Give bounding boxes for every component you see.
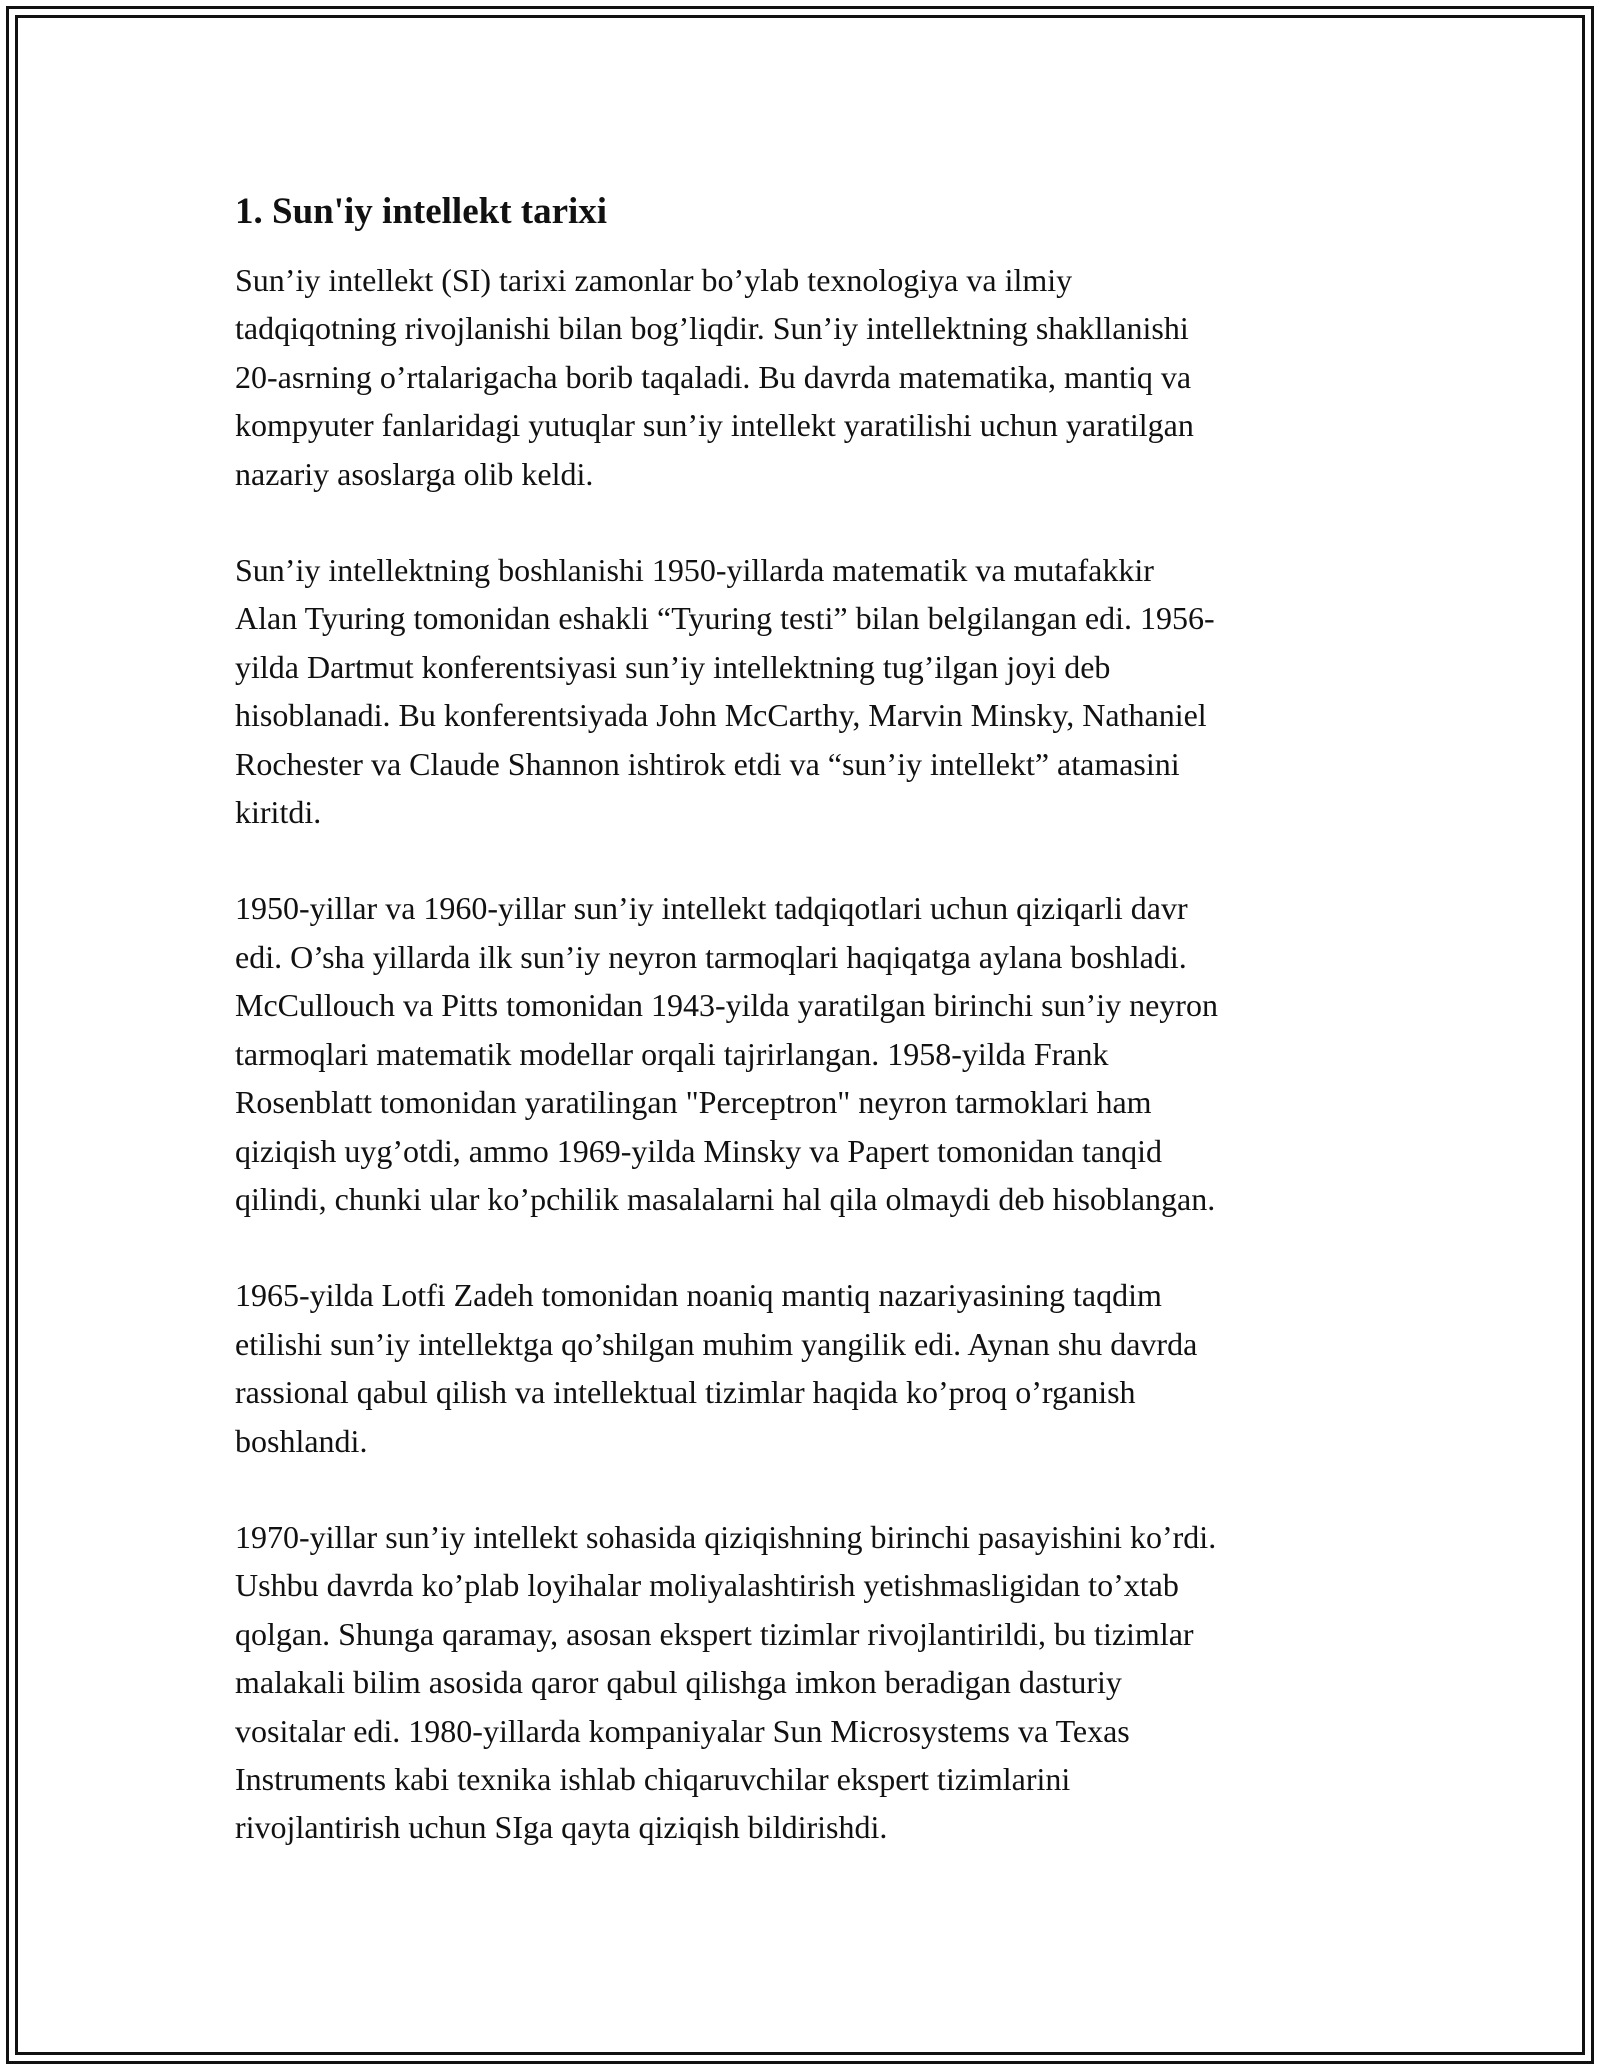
paragraph-line: hisoblanadi. Bu konferentsiyada John McCarthy, Marvin Minsky, Nathaniel: [235, 697, 1207, 734]
paragraph-line: Rosenblatt tomonidan yaratilingan "Perceptron" neyron tarmoklari ham: [235, 1084, 1152, 1121]
paragraph-line: tadqiqotning rivojlanishi bilan bog’liqdir. Sun’iy intellektning shakllanishi: [235, 310, 1189, 347]
paragraph-line: McCullouch va Pitts tomonidan 1943-yilda yaratilgan birinchi sun’iy neyron: [235, 987, 1218, 1024]
paragraph-5: [235, 1513, 1370, 1852]
paragraph-line: qolgan. Shunga qaramay, asosan ekspert tizimlar rivojlantirildi, bu tizimlar: [235, 1615, 1194, 1652]
paragraph-line: kiritdi.: [235, 794, 322, 831]
paragraph-line: vositalar edi. 1980-yillarda kompaniyalar Sun Microsystems va Texas: [235, 1712, 1130, 1749]
paragraph-line: 1970-yillar sun’iy intellekt sohasida qiziqishning birinchi pasayishini ko’rdi.: [235, 1518, 1217, 1555]
paragraph-line: tarmoqlari matematik modellar orqali tajrirlangan. 1958-yilda Frank: [235, 1035, 1109, 1072]
paragraph-4: [235, 1271, 1370, 1465]
paragraph-line: Sun’iy intellekt (SI) tarixi zamonlar bo’ylab texnologiya va ilmiy: [235, 262, 1073, 298]
paragraph-line: Rochester va Claude Shannon ishtirok etdi va “sun’iy intellekt” atamasini: [235, 745, 1180, 782]
paragraph-line: Sun’iy intellektning boshlanishi 1950-yillarda matematik va mutafakkir: [235, 552, 1154, 589]
paragraph-line: boshlandi.: [235, 1422, 368, 1459]
paragraph-line: kompyuter fanlaridagi yutuqlar sun’iy intellekt yaratilishi uchun yaratilgan: [235, 407, 1194, 444]
paragraph-line: Ushbu davrda ko’plab loyihalar moliyalashtirish yetishmasligidan to’xtab: [235, 1567, 1179, 1604]
section-heading: 1. Sun'iy intellekt tarixi: [235, 191, 608, 232]
paragraph-line: edi. O’sha yillarda ilk sun’iy neyron tarmoqlari haqiqatga aylana boshladi.: [235, 938, 1187, 975]
paragraph-line: Alan Tyuring tomonidan eshakli “Tyuring testi” bilan belgilangan edi. 1956-: [235, 600, 1215, 637]
paragraph-line: etilishi sun’iy intellektga qo’shilgan muhim yangilik edi. Aynan shu davrda: [235, 1325, 1198, 1362]
paragraph-line: 1965-yilda Lotfi Zadeh tomonidan noaniq mantiq nazariyasining taqdim: [235, 1277, 1162, 1314]
paragraph-2: [235, 546, 1370, 836]
paragraph-line: qilindi, chunki ular ko’pchilik masalalarni hal qila olmaydi deb hisoblangan.: [235, 1180, 1216, 1217]
paragraph-line: nazariy asoslarga olib keldi.: [235, 455, 594, 492]
paragraph-line: yilda Dartmut konferentsiyasi sun’iy intellektning tug’ilgan joyi deb: [235, 648, 1111, 685]
paragraph-line: rivojlantirish uchun SIga qayta qiziqish bildirishdi.: [235, 1809, 888, 1846]
paragraph-line: 1950-yillar va 1960-yillar sun’iy intellekt tadqiqotlari uchun qiziqarli davr: [235, 890, 1188, 927]
paragraph-line: Instruments kabi texnika ishlab chiqaruvchilar ekspert tizimlarini: [235, 1760, 1071, 1797]
paragraph-1: [235, 256, 1370, 498]
paragraph-line: malakali bilim asosida qaror qabul qilishga imkon beradigan dasturiy: [235, 1664, 1122, 1701]
paragraph-line: qiziqish uyg’otdi, ammo 1969-yilda Minsky va Papert tomonidan tanqid: [235, 1132, 1162, 1169]
paragraph-line: rassional qabul qilish va intellektual tizimlar haqida ko’proq o’rganish: [235, 1374, 1136, 1411]
paragraph-3: [235, 884, 1370, 1223]
document-body: [235, 188, 1370, 1900]
paragraph-line: 20-asrning o’rtalarigacha borib taqaladi. Bu davrda matematika, mantiq va: [235, 358, 1192, 395]
